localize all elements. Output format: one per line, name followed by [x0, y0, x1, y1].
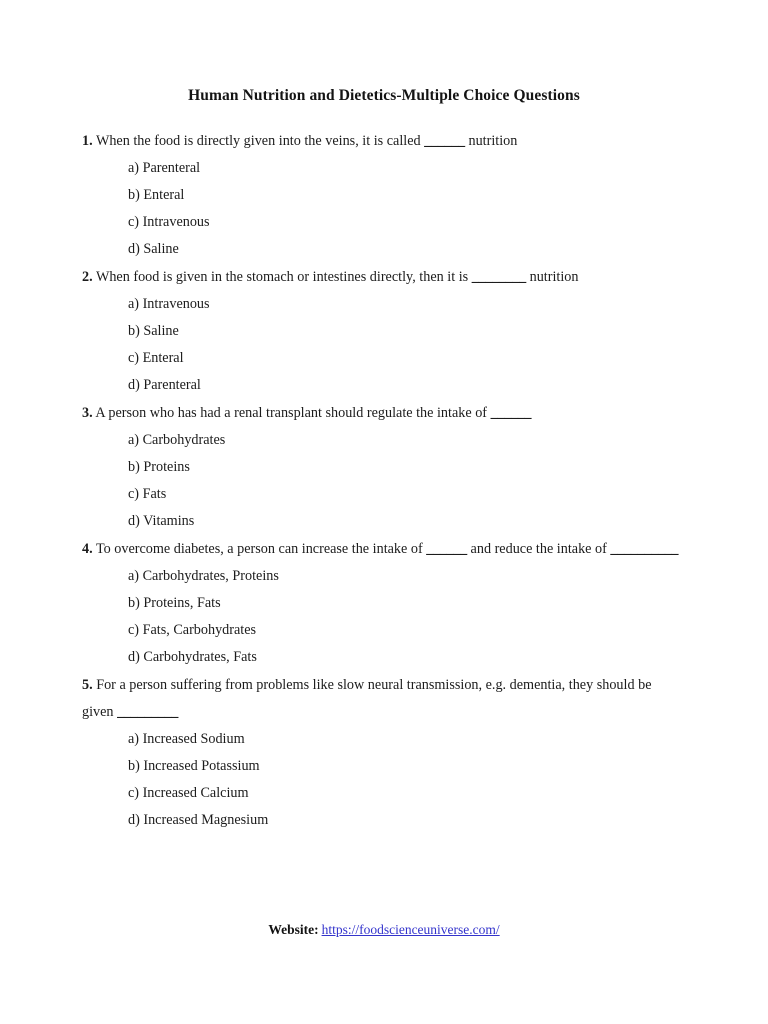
question-block-1: [82, 128, 686, 263]
option-list-5: [82, 726, 686, 834]
question-text-5: [82, 672, 686, 726]
footer-label: Website:: [268, 922, 319, 937]
option-list-2: [82, 291, 686, 399]
answer-blank-3: ______: [490, 405, 532, 421]
option-3b[interactable]: b) Proteins: [128, 459, 190, 475]
question-block-4: [82, 536, 686, 671]
question-text-2: [82, 264, 686, 291]
option-3a[interactable]: a) Carbohydrates: [128, 432, 226, 448]
option-1b[interactable]: b) Enteral: [128, 187, 185, 203]
question-prompt-4: To overcome diabetes, a person can increase the intake of: [95, 541, 423, 557]
page-title: Human Nutrition and Dietetics-Multiple Choice Questions: [188, 87, 580, 104]
option-4a[interactable]: a) Carbohydrates, Proteins: [128, 568, 279, 584]
question-text-3: [82, 400, 686, 427]
option-3d[interactable]: d) Vitamins: [128, 513, 195, 529]
question-prompt-1: When the food is directly given into the veins, it is called: [95, 133, 421, 149]
answer-blank-5: _________: [117, 704, 179, 720]
question-text-1: [82, 128, 686, 155]
option-1a[interactable]: a) Parenteral: [128, 160, 201, 176]
option-5a[interactable]: a) Increased Sodium: [128, 731, 245, 747]
question-number-3: 3.: [82, 405, 93, 421]
question-prompt-2: When food is given in the stomach or intestines directly, then it is: [95, 269, 469, 285]
question-number-5: 5.: [82, 677, 93, 693]
option-2a[interactable]: a) Intravenous: [128, 296, 210, 312]
option-5b[interactable]: b) Increased Potassium: [128, 758, 260, 774]
option-4b[interactable]: b) Proteins, Fats: [128, 595, 221, 611]
question-prompt-3: A person who has had a renal transplant should regulate the intake of: [95, 405, 488, 421]
answer-blank-2: ________: [471, 269, 527, 285]
option-5d[interactable]: d) Increased Magnesium: [128, 812, 269, 828]
website-link[interactable]: https://foodscienceuniverse.com/: [321, 922, 500, 937]
option-2b[interactable]: b) Saline: [128, 323, 179, 339]
option-2d[interactable]: d) Parenteral: [128, 377, 201, 393]
question-prompt-5: For a person suffering from problems like slow neural transmission, e.g. dementia, they should be given: [82, 677, 652, 720]
option-4c[interactable]: c) Fats, Carbohydrates: [128, 622, 257, 638]
question-number-4: 4.: [82, 541, 93, 557]
question-number-1: 1.: [82, 133, 93, 149]
question-block-5: [82, 672, 686, 834]
option-3c[interactable]: c) Fats: [128, 486, 167, 502]
answer-blank-1: ______: [424, 133, 465, 149]
document-body: [82, 86, 686, 835]
question-block-3: [82, 400, 686, 535]
question-block-2: [82, 264, 686, 399]
answer-blank-4a: ______: [426, 541, 467, 557]
option-1d[interactable]: d) Saline: [128, 241, 179, 257]
option-4d[interactable]: d) Carbohydrates, Fats: [128, 649, 257, 665]
question-middle-4: and reduce the intake of: [470, 541, 607, 557]
document-footer: [82, 920, 686, 940]
option-5c[interactable]: c) Increased Calcium: [128, 785, 249, 801]
question-suffix-1: nutrition: [468, 133, 518, 149]
question-suffix-2: nutrition: [529, 269, 579, 285]
option-list-4: [82, 563, 686, 671]
question-text-4: [82, 536, 686, 563]
option-list-3: [82, 427, 686, 535]
option-1c[interactable]: c) Intravenous: [128, 214, 210, 230]
question-number-2: 2.: [82, 269, 93, 285]
answer-blank-4b: __________: [610, 541, 679, 557]
option-list-1: [82, 155, 686, 263]
option-2c[interactable]: c) Enteral: [128, 350, 184, 366]
